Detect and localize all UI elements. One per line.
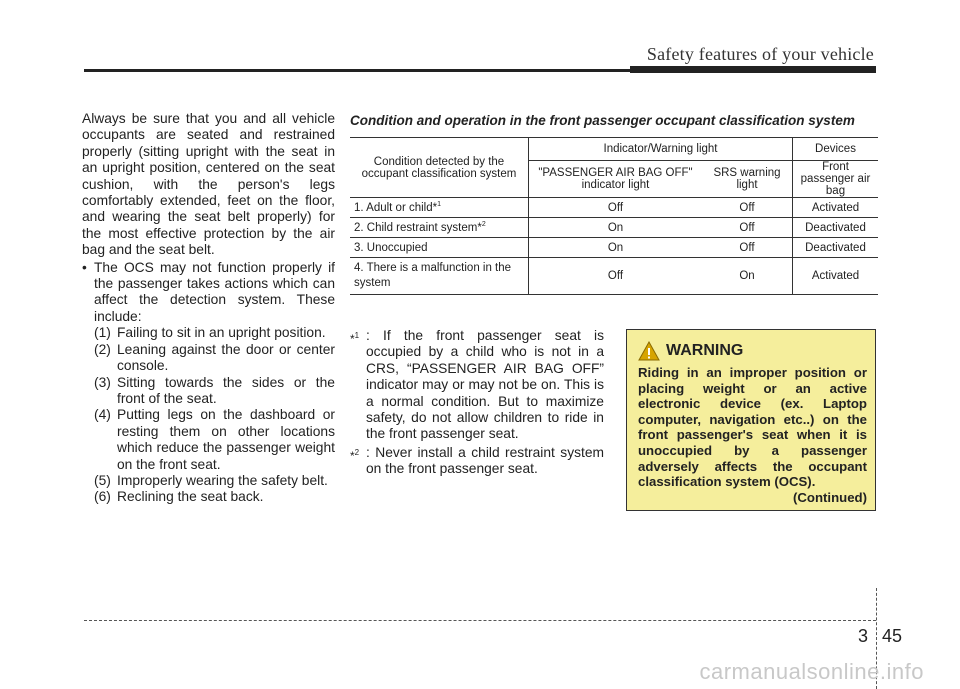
table-row <box>350 198 878 218</box>
row-pab: On <box>529 238 703 258</box>
warning-header <box>638 340 867 362</box>
section-title: Safety features of your vehicle <box>646 44 874 64</box>
table-row <box>350 258 878 295</box>
page-number: 45 <box>882 626 903 646</box>
list-number: (6) <box>94 489 111 505</box>
footnote-number: 1 <box>354 331 360 340</box>
row-condition: 1. Adult or child* <box>354 201 438 214</box>
header-srs: SRS warning light <box>702 161 793 198</box>
list-text: Leaning against the door or center console. <box>117 341 335 374</box>
warning-body: Riding in an improper position or placing weight or an active electronic device (ex. Laptop computer, navigation etc..) on the front passenger's seat when it is unoccupied by a passenger adversely affects the occupant classification system (OCS). <box>638 365 867 490</box>
list-item <box>94 489 335 505</box>
list-number: (4) <box>94 407 111 423</box>
row-srs: Off <box>739 221 755 234</box>
intro-paragraph: Always be sure that you and all vehicle occupants are seated and restrained properly (sitting upright with the seat in an upright position, centered on the seat cushion, with the person's legs comfortably extended, feet on the floor, and wearing the seat belt properly) for the most effective protection by the air bag and the seat belt. <box>82 111 335 258</box>
footnote-text: : Never install a child restraint system on the front passenger seat. <box>366 444 604 477</box>
list-text: Reclining the seat back. <box>117 489 264 505</box>
footnote-mark: *$^2$ <box>350 447 360 463</box>
footnote-mark: *$^1$ <box>350 331 360 346</box>
footnote <box>350 328 604 443</box>
row-condition: 4. There is a malfunction in the system <box>354 262 512 289</box>
warning-title: WARNING <box>666 342 744 359</box>
header-condition: Condition detected by the occupant classification system <box>350 138 529 198</box>
row-condition: 3. Unoccupied <box>354 241 428 254</box>
list-text: Failing to sit in an upright position. <box>117 325 326 341</box>
row-bag: Activated <box>793 258 879 295</box>
list-text: Improperly wearing the safety belt. <box>117 472 328 488</box>
footnote <box>350 445 604 478</box>
row-bag: Deactivated <box>793 218 879 238</box>
row-srs: On <box>739 270 755 282</box>
list-number: (5) <box>94 472 111 488</box>
list-text: Putting legs on the dashboard or resting them on other locations which reduce the passenger weight on the front seat. <box>117 407 335 472</box>
bullet-text: The OCS may not function properly if the passenger takes actions which can affect the detection system. These include: <box>94 259 335 324</box>
row-pab: Off <box>529 198 703 218</box>
row-bag: Deactivated <box>793 238 879 258</box>
warning-box <box>626 329 876 511</box>
watermark: carmanualsonline.info <box>699 659 924 684</box>
header-indicator-group: Indicator/Warning light <box>529 138 793 161</box>
row-bag: Activated <box>793 198 879 218</box>
header-pab-off: "PASSENGER AIR BAG OFF" indicator light <box>529 161 703 198</box>
warning-continued: (Continued) <box>793 489 867 505</box>
ocs-table <box>350 137 878 295</box>
footer-rule <box>84 620 876 621</box>
list-item <box>94 407 335 473</box>
list-item <box>94 473 335 489</box>
list-item <box>94 375 335 408</box>
footnote-mark: 1 <box>437 201 442 209</box>
row-srs: Off <box>739 241 755 254</box>
table-title: Condition and operation in the front passenger occupant classification system <box>350 113 855 128</box>
row-condition: 2. Child restraint system* <box>354 221 482 234</box>
list-text: Sitting towards the sides or the front of the seat. <box>117 374 335 406</box>
row-pab: On <box>529 218 703 238</box>
table-row <box>350 238 878 258</box>
bullet-dot: • <box>82 259 87 275</box>
header-tab <box>630 66 876 73</box>
list-number: (3) <box>94 374 111 390</box>
list-number: (1) <box>94 325 111 341</box>
footnotes <box>350 328 604 480</box>
footnote-mark: 2 <box>481 221 486 229</box>
list-number: (2) <box>94 341 111 357</box>
chapter-number: 3 <box>858 626 869 646</box>
row-srs: Off <box>739 201 755 214</box>
list-item <box>94 325 335 341</box>
warning-triangle-icon <box>638 341 660 361</box>
row-pab: Off <box>529 258 703 295</box>
table-row <box>350 218 878 238</box>
left-column <box>82 111 335 506</box>
header-devices: Devices <box>793 138 879 161</box>
footnote-number: 2 <box>354 447 360 457</box>
action-list <box>94 325 335 505</box>
footnote-text: : If the front passenger seat is occupied by a child who is not in a CRS, “PASSENGER AIR BAG OFF” indicator may or may not be on. This is a normal condition. But to maximize safety, do not allow children to ride in the front passenger seat. <box>366 328 604 442</box>
ocs-bullet <box>82 260 335 326</box>
header-front-bag: Front passenger air bag <box>793 161 879 198</box>
list-item <box>94 342 335 375</box>
